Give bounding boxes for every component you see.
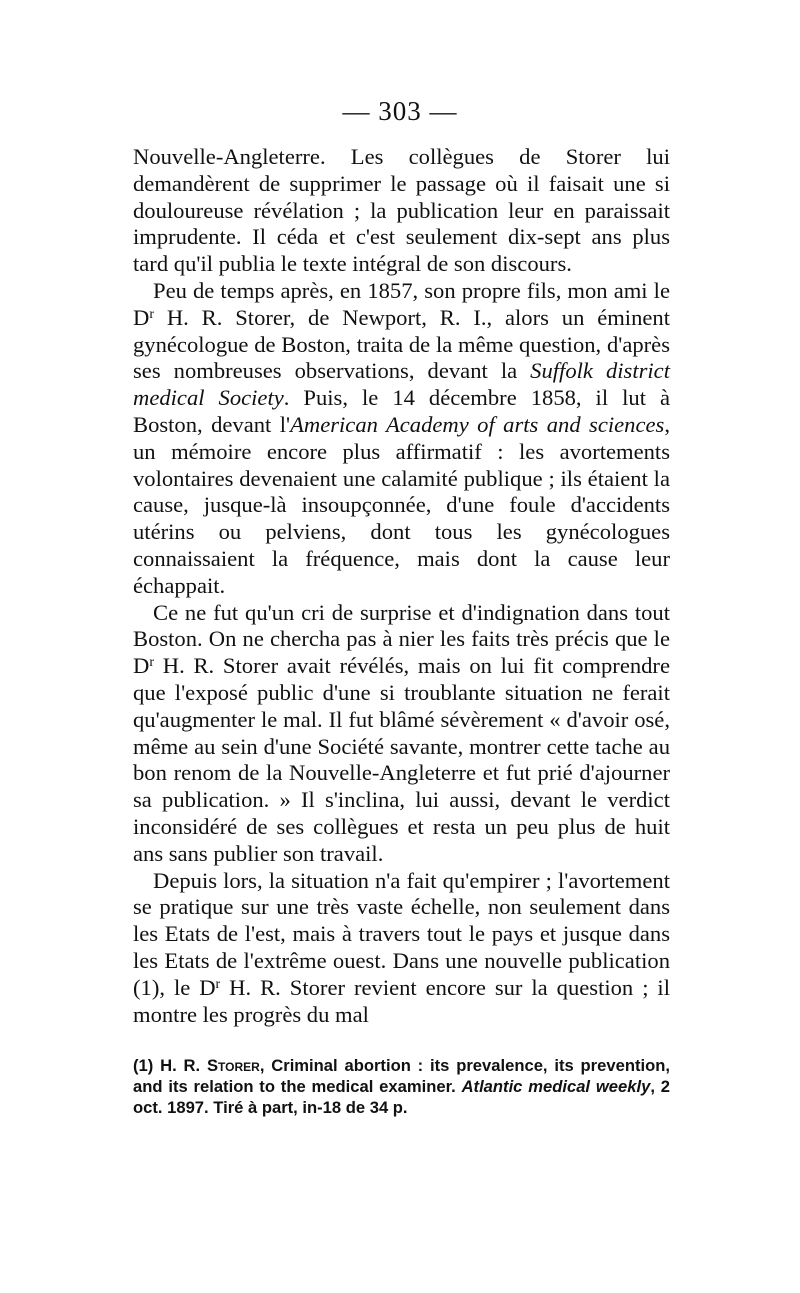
author-name: Storer <box>206 1056 260 1075</box>
superscript: r <box>149 655 154 671</box>
text-run: Nouvelle-Angleterre. Les collègues de Storer lui demandèrent de supprimer le passage où il faisait une si douloureuse révélation ; la publication leur en paraissait imprudente. Il céda et c'est seulement dix-sept ans plus tard qu'il publia le texte intégral de son discours. <box>133 144 670 277</box>
italic-title: Suffolk district medical Society <box>133 358 670 411</box>
text-run: H. R. Storer, de Newport, R. I., alors un éminent gynécologue de Boston, traita de la même question, d'après ses nombreuses observations, devant la <box>133 304 670 384</box>
text-run: . Puis, le 14 décembre 1858, il lut à Boston, devant l' <box>133 385 671 437</box>
paragraph <box>133 144 670 278</box>
text-run: Ce ne fut qu'un cri de surprise et d'indignation dans tout Boston. On ne chercha pas à nier les faits très précis que le D <box>133 599 670 679</box>
paragraph <box>133 278 670 600</box>
text-run: Peu de temps après, en 1857, son propre fils, mon ami le D <box>133 277 670 330</box>
text-run: , un mémoire encore plus affirmatif : les avortements volontaires devenaient une calamité publique ; ils étaient la cause, jusque-là insoupçonnée, d'une foule d'accidents utérins ou pelviens, dont tous les gynécologues connaissaient la fréquence, mais dont la cause leur échappait. <box>133 411 670 598</box>
italic-title: American Academy of arts and sciences <box>290 411 665 437</box>
footnote-text <box>133 1055 670 1118</box>
text-run: H. R. Storer revient encore sur la question ; il montre les progrès du mal <box>133 974 670 1027</box>
italic-title: Atlantic medical weekly <box>461 1077 651 1096</box>
text-run: Depuis lors, la situation n'a fait qu'empirer ; l'avortement se pratique sur une très vaste échelle, non seulement dans les Etats de l'est, mais à travers tout le pays et jusque dans les Etats de l'extrême ouest. Dans une nouvelle publication (1), le D <box>133 867 670 1000</box>
text-run: , 2 oct. 1897. Tiré à part, in-18 de 34 p. <box>133 1077 670 1117</box>
footnote <box>133 1055 670 1118</box>
text-run: (1) H. R. <box>133 1056 207 1075</box>
body-text <box>133 144 670 1028</box>
superscript: r <box>215 976 221 992</box>
text-run: H. R. Storer avait révélés, mais on lui fit comprendre que l'exposé public d'une si troublante situation ne ferait qu'augmenter le mal. Il fut blâmé sévèrement « d'avoir osé, même au sein d'une Société savante, montrer cette tache au bon renom de la Nouvelle-Angleterre et fut prié d'ajourner sa publication. » Il s'inclina, lui aussi, devant le verdict inconsidéré de ses collègues et resta un peu plus de huit ans sans publier son travail. <box>133 653 670 866</box>
text-run: , Criminal abortion : its prevalence, its prevention, and its relation to the medical examiner. <box>133 1056 670 1096</box>
paragraph <box>133 868 670 1029</box>
page-number: — 303 — <box>342 96 458 126</box>
superscript: r <box>149 306 154 322</box>
paragraph <box>133 600 670 868</box>
